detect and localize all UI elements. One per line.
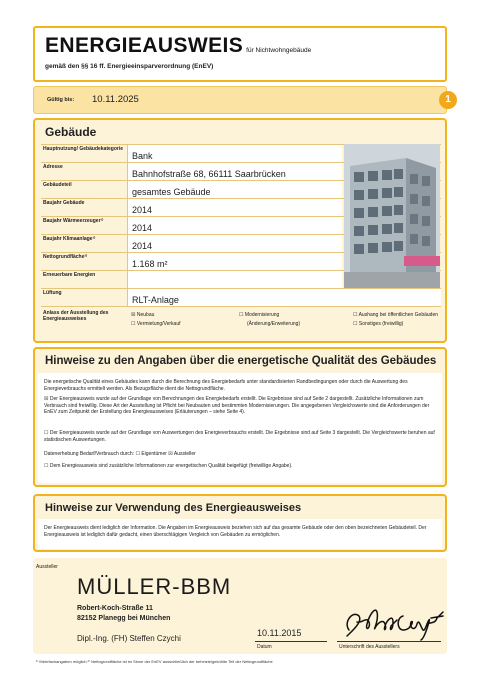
option-rent-sale: ☐ Vermietung/Verkauf	[131, 321, 181, 327]
quality-hints-body	[38, 373, 442, 483]
row-value	[127, 289, 441, 306]
issuer-company-logo: MÜLLER-BBM	[77, 574, 232, 599]
row-value-text: Bank	[132, 151, 153, 161]
validity-label: Gültig bis:	[47, 97, 75, 103]
issuer-city: 82152 Planegg bei München	[77, 615, 171, 622]
row-label: Erneuerbare Energien	[43, 272, 96, 278]
issuance-reason-options	[127, 309, 447, 325]
row-value	[127, 253, 342, 270]
row-value-text: 2014	[132, 223, 153, 233]
usage-hints-section	[33, 494, 447, 552]
page-number-badge: 1	[439, 91, 457, 109]
option-public-display: ☐ Aushang bei öffentlichen Gebäuden	[353, 312, 439, 318]
document-subtitle: für Nichtwohngebäude	[246, 47, 312, 54]
row-value	[127, 271, 342, 288]
quality-hints-consumption: ☐ Der Energieausweis wurde auf der Grundlage von Auswertungen des Energieverbrauchs erstellt. Die Ergebnisse sind auf Seite 3 dargestellt. Die Vergleichswerte beruhen auf statistischen Auswertungen.	[44, 430, 435, 443]
usage-hints-text: Der Energieausweis dient lediglich der Information. Die Angaben im Energieausweis beziehen sich auf das gesamte Gebäude oder den oben bezeichneten Gebäudeteil. Der Energieausweis ist lediglich dafür gedacht, einen überschlägigen Vergleich von Gebäuden zu ermöglichen.	[44, 525, 427, 538]
row-value-text: RLT-Anlage	[132, 295, 179, 305]
quality-hints-section	[33, 347, 447, 487]
row-label: Lüftung	[43, 290, 62, 296]
document-title	[45, 34, 311, 58]
title-text: ENERGIEAUSWEIS	[45, 34, 244, 57]
row-label: Adresse	[43, 164, 63, 170]
row-value-text: 1.168 m²	[132, 259, 168, 269]
row-label: Baujahr Wärmeerzeuger¹⁾	[43, 218, 104, 224]
quality-hints-data-collection: Datenerhebung Bedarf/Verbrauch durch: ☐ Eigentümer ☒ Aussteller	[44, 451, 196, 457]
row-value-text: 2014	[132, 241, 153, 251]
row-label: Gebäudeteil	[43, 182, 72, 188]
issue-date: 10.11.2015	[257, 628, 302, 638]
quality-hints-additional-info: ☐ Dem Energieausweis sind zusätzliche Informationen zur energetischen Qualität beigefügt (freiwillige Angabe).	[44, 463, 293, 469]
row-ventilation	[41, 288, 441, 306]
row-value	[127, 199, 342, 216]
option-other: ☐ Sonstiges (freiwillig)	[353, 321, 404, 327]
quality-hints-demand: ☒ Der Energieausweis wurde auf der Grundlage von Berechnungen des Energiebedarfs erstellt. Die Ergebnisse sind auf Seite 2 dargestellt. Zusätzliche Informationen zum Verbrauch sind freiwillig. Diese Art der Ausstellung ist Pflicht bei Neubauten und bestimmten Modernisierungen. Die angegebenen Vergleichswerte sind die Anforderungen der EnEV zum Zeitpunkt der Erstellung des Energieausweises (Erläuterungen – siehe Seite 4).	[44, 396, 430, 415]
issuer-street: Robert-Koch-Straße 11	[77, 605, 153, 612]
signature-label: Unterschrift des Ausstellers	[339, 644, 400, 650]
row-label: Baujahr Gebäude	[43, 200, 85, 206]
row-value-text: 2014	[132, 205, 153, 215]
building-photo	[344, 144, 440, 288]
header	[33, 26, 447, 82]
row-label: Anlass der Ausstellung des Energieausweises	[43, 310, 109, 322]
row-value	[127, 235, 342, 252]
law-reference: gemäß den §§ 16 ff. Energieeinsparverordnung (EnEV)	[45, 63, 214, 70]
option-modernisation-detail: (Änderung/Erweiterung)	[247, 321, 301, 327]
usage-hints-title: Hinweise zur Verwendung des Energieausweises	[45, 502, 302, 514]
signature-line	[337, 641, 441, 642]
validity-date: 10.11.2025	[92, 94, 139, 105]
row-value-text: gesamtes Gebäude	[132, 187, 211, 197]
date-label: Datum	[257, 644, 272, 650]
building-section-title: Gebäude	[45, 125, 97, 139]
row-value	[127, 181, 342, 198]
row-label: Baujahr Klimaanlage¹⁾	[43, 236, 96, 242]
quality-hints-title: Hinweise zu den Angaben über die energetische Qualität des Gebäudes	[45, 355, 437, 367]
issuer-label: Aussteller	[36, 564, 58, 570]
signature-image	[339, 602, 449, 642]
usage-hints-body	[38, 519, 442, 549]
footnote: ¹⁾ Mehrfachangaben möglich ²⁾ Nettogrundfläche ist im Sinne der EnEV ausschließlich der beheizte/gekühlte Teil der Nettogrundfläche	[36, 659, 273, 664]
row-issuance-reason	[41, 306, 441, 340]
issuer-section	[33, 558, 447, 654]
date-line	[255, 641, 327, 642]
option-modernisation: ☐ Modernisierung	[239, 312, 280, 318]
option-new-building: ☒ Neubau	[131, 312, 155, 318]
row-value-text: Bahnhofstraße 68, 66111 Saarbrücken	[132, 169, 286, 179]
validity-bar	[33, 86, 451, 114]
row-value	[127, 163, 342, 180]
row-label: Nettogrundfläche²⁾	[43, 254, 88, 260]
row-value	[127, 145, 342, 162]
row-label: Hauptnutzung/ Gebäudekategorie	[43, 146, 124, 152]
building-photo-graphic	[344, 144, 440, 288]
building-section	[33, 118, 447, 343]
quality-hints-intro: Die energetische Qualität eines Gebäudes kann durch die Berechnung des Energiebedarfs unter standardisierten Randbedingungen oder durch die Auswertung des Energieverbrauchs ermittelt werden. Als Bezugsfläche dient die Nettogrundfläche.	[44, 379, 408, 392]
row-value	[127, 217, 342, 234]
issuer-name: Dipl.-Ing. (FH) Steffen Czychi	[77, 634, 181, 643]
